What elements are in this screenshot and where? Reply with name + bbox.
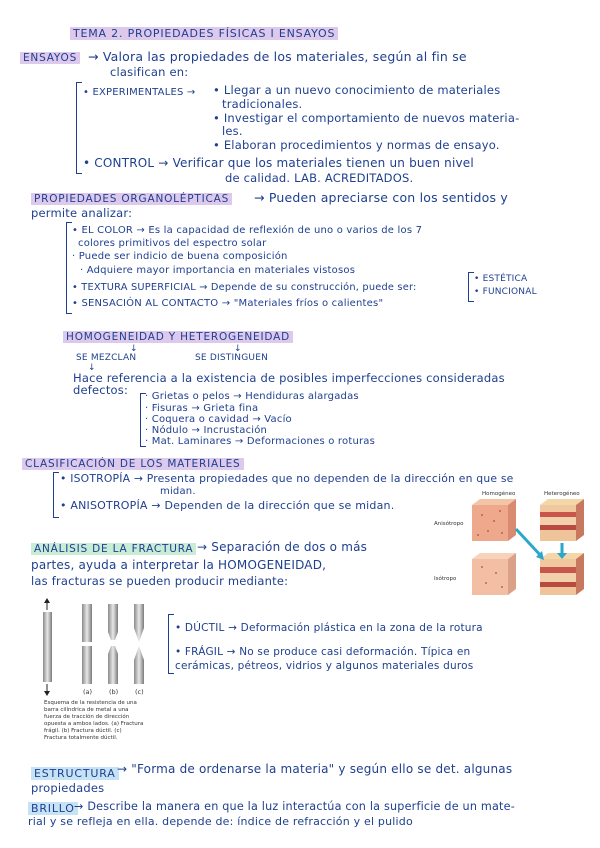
arrow-down-1: ↓ <box>130 344 138 354</box>
brillo-line2: rial y se refleja en ella. depende de: índice de refracción y el pulido <box>28 815 413 828</box>
exp-item-1b: tradicionales. <box>222 97 303 111</box>
cube-heterog-aniso <box>540 499 584 541</box>
bar-ductile <box>108 604 118 684</box>
fragil-line1: • FRÁGIL → No se produce casi deformación. Típica en <box>175 646 471 658</box>
exp-item-2: • Investigar el comportamiento de nuevos materia- <box>213 111 520 125</box>
clasificacion-header: CLASIFICACIÓN DE LOS MATERIALES <box>22 458 244 470</box>
ensayos-brace <box>76 82 82 174</box>
org-item-textura: • TEXTURA SUPERFICIAL → Depende de su construcción, puede ser: <box>72 282 417 293</box>
org-item-sensacion: • SENSACIÓN AL CONTACTO → "Materiales fríos o calientes" <box>72 298 384 309</box>
ensayos-header: ENSAYOS <box>20 52 80 64</box>
ensayos-line2: clasifican en: <box>110 65 189 79</box>
control-line1: • CONTROL → Verificar que los materiales tienen un buen nivel <box>83 156 474 170</box>
anisotropia-line: • ANISOTROPÍA → Dependen de la dirección que se midan. <box>60 499 395 512</box>
homog-line1: Hace referencia a la existencia de posibles imperfecciones consideradas <box>73 371 505 385</box>
clasificacion-brace <box>53 472 59 518</box>
fig-col-heterogeneo: Heterogéneo <box>544 491 580 497</box>
fracture-figure <box>36 598 160 702</box>
arrow-down-3: ↓ <box>88 363 96 373</box>
arrow-down-2: ↓ <box>234 344 242 354</box>
estructura-line1: → "Forma de ordenarse la materia" y según ello se det. algunas <box>117 762 513 776</box>
ensayos-line1: → Valora las propiedades de los materiales, según al fin se <box>88 49 467 64</box>
fig-label-a: (a) <box>83 688 93 696</box>
estructura-line2: propiedades <box>31 781 105 795</box>
fractura-brace <box>168 614 174 674</box>
fractura-line1: → Separación de dos o más <box>197 540 368 554</box>
bar-brittle <box>82 604 92 684</box>
textura-opt-funcional: • FUNCIONAL <box>474 287 537 297</box>
homog-sub-distinguen: SE DISTINGUEN <box>195 353 269 363</box>
cube-homog-aniso <box>472 499 516 541</box>
bar-intact <box>43 612 52 682</box>
exp-item-3: • Elaboran procedimientos y normas de ensayo. <box>213 138 500 152</box>
org-item-indicio: · Puede ser indicio de buena composición <box>72 251 288 262</box>
isotropy-figure <box>432 487 596 599</box>
fig-arrow-1 <box>516 529 542 557</box>
experimentales-label: • EXPERIMENTALES → <box>83 87 196 98</box>
defect-coquera: · Coquera o cavidad → Vacío <box>145 414 292 425</box>
brillo-line1: → Describe la manera en que la luz interactúa con la superficie de un mate- <box>74 800 515 813</box>
bar-fully-ductile <box>134 604 144 684</box>
defect-nodulo: · Nódulo → Incrustación <box>145 425 268 436</box>
defect-grietas: · Grietas o pelos → Hendiduras alargadas <box>145 391 359 402</box>
organolepticas-line2: permite analizar: <box>31 206 133 220</box>
organolepticas-header: PROPIEDADES ORGANOLÉPTICAS <box>31 193 232 205</box>
control-line2: de calidad. LAB. ACREDITADOS. <box>225 171 414 185</box>
exp-item-1: • Llegar a un nuevo conocimiento de materiales <box>213 83 501 97</box>
fig-col-homogeneo: Homogéneo <box>482 491 516 497</box>
defect-fisuras: · Fisuras → Grieta fina <box>145 403 259 414</box>
cube-heterog-iso <box>540 553 584 595</box>
fractura-line3: las fracturas se pueden producir mediante: <box>31 574 289 588</box>
fracture-caption: Esquema de la resistencia de una barra cilíndrica de metal a una fuerza de tracción de dirección opuesta a ambos lados. (a) Fractura frágil. (b) Fractura dúctil. (c) Fractura totalmente dúctil. <box>44 700 144 741</box>
exp-item-2b: les. <box>222 124 243 138</box>
fractura-header: ANÁLISIS DE LA FRACTURA <box>31 543 196 555</box>
cube-homog-iso <box>472 553 516 595</box>
homog-sub-mezclan: SE MEZCLAN <box>76 353 137 363</box>
estructura-header: ESTRUCTURA <box>31 767 119 780</box>
fig-row-isotropo: Isótropo <box>434 576 457 582</box>
org-item-color-b: colores primitivos del espectro solar <box>78 238 267 249</box>
fig-label-b: (b) <box>109 688 119 696</box>
homog-line2: defectos: <box>73 383 129 397</box>
isotropia-line1: • ISOTROPÍA → Presenta propiedades que no dependen de la dirección en que se <box>60 472 514 485</box>
isotropia-line2: midan. <box>160 486 196 497</box>
ductil-line: • DÚCTIL → Deformación plástica en la zona de la rotura <box>175 622 483 634</box>
fractura-line2: partes, ayuda a interpretar la HOMOGENEIDAD, <box>31 558 327 572</box>
textura-opt-estetica: • ESTÉTICA <box>474 274 528 284</box>
fragil-line2: cerámicas, pétreos, vidrios y algunos materiales duros <box>175 660 474 672</box>
org-item-importancia: · Adquiere mayor importancia en materiales vistosos <box>80 265 356 276</box>
fig-label-c: (c) <box>135 688 144 696</box>
defect-laminares: · Mat. Laminares → Deformaciones o roturas <box>145 436 376 447</box>
org-item-color: • EL COLOR → Es la capacidad de reflexión de uno o varios de los 7 <box>72 225 423 236</box>
page-title: TEMA 2. PROPIEDADES FÍSICAS I ENSAYOS <box>70 27 338 40</box>
brillo-header: BRILLO <box>28 802 78 815</box>
organolepticas-line1: → Pueden apreciarse con los sentidos y <box>254 190 508 205</box>
homogeneidad-header: HOMOGENEIDAD Y HETEROGENEIDAD <box>63 331 293 343</box>
fig-row-anisotropo: Anisótropo <box>434 521 464 527</box>
